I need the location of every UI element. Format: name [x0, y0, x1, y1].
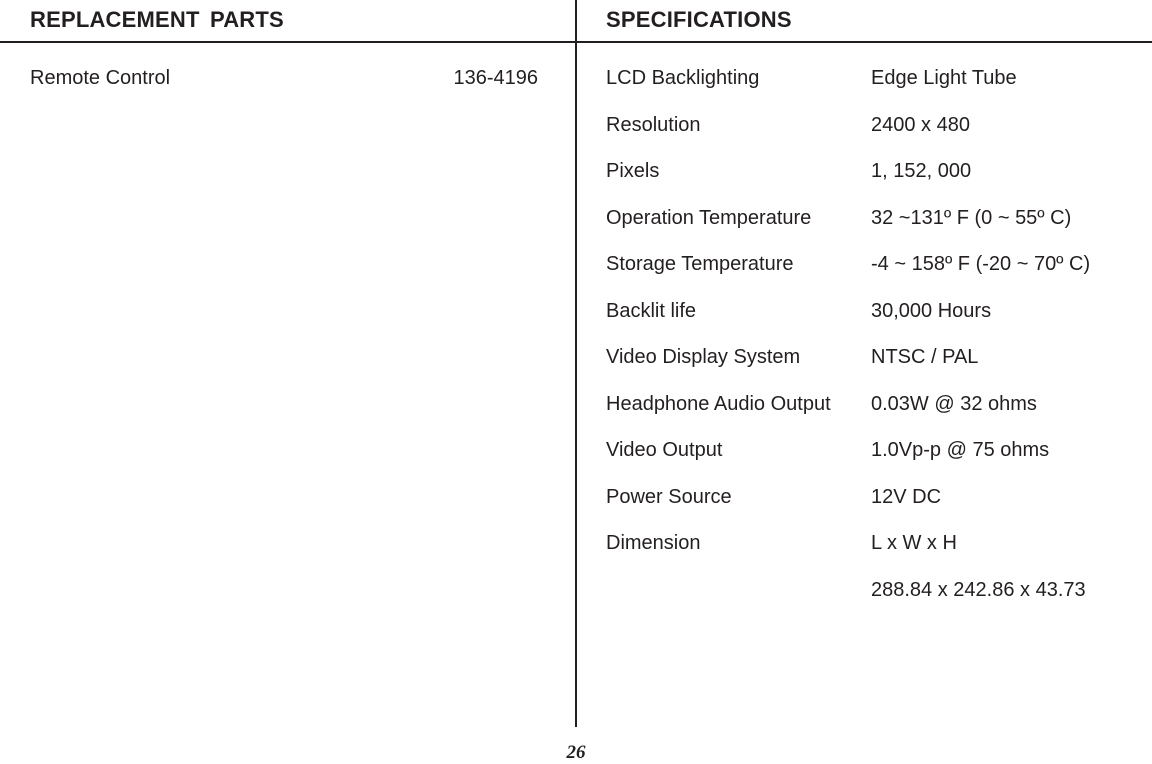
spec-label: Headphone Audio Output [606, 392, 831, 415]
spec-value: 12V DC [871, 485, 942, 508]
spec-row-lcd-backlighting [606, 67, 1146, 114]
spec-value: Edge Light Tube [871, 67, 1017, 89]
spec-value: 288.84 x 242.86 x 43.73 [871, 578, 1086, 601]
spec-row-video-display-system [606, 346, 1146, 393]
spec-label: Resolution [606, 113, 701, 136]
spec-row-backlit-life [606, 300, 1146, 347]
spec-value: 30,000 Hours [871, 299, 992, 322]
spec-value: 0.03W @ 32 ohms [871, 392, 1037, 415]
column-divider [575, 0, 577, 727]
spec-label: LCD Backlighting [606, 67, 760, 89]
spec-label: Backlit life [606, 299, 697, 322]
replacement-part-number: 136-4196 [453, 67, 538, 89]
spec-label: Video Output [606, 439, 723, 461]
page-number: 26 [566, 742, 586, 763]
replacement-parts-heading: REPLACEMENT PARTS [30, 7, 284, 32]
spec-label: Operation Temperature [606, 206, 812, 229]
spec-label: Video Display System [606, 346, 801, 368]
spec-label: Pixels [606, 160, 660, 182]
spec-label: Storage Temperature [606, 253, 794, 275]
spec-value: L x W x H [871, 532, 957, 554]
spec-row-resolution [606, 114, 1146, 161]
spec-row-storage-temperature [606, 253, 1146, 300]
spec-value: 2400 x 480 [871, 113, 970, 136]
spec-value: 1, 152, 000 [871, 160, 972, 182]
spec-row-pixels [606, 160, 1146, 207]
spec-row-operation-temperature [606, 207, 1146, 254]
spec-row-headphone-audio-output [606, 393, 1146, 440]
specifications-heading: SPECIFICATIONS [606, 7, 792, 32]
spec-row-dimension-values [606, 579, 1146, 626]
spec-row-power-source [606, 486, 1146, 533]
spec-value: NTSC / PAL [871, 346, 979, 368]
replacement-part-name: Remote Control [30, 67, 171, 89]
spec-value: -4 ~ 158º F (-20 ~ 70º C) [871, 253, 1091, 275]
spec-label: Dimension [606, 532, 701, 554]
spec-value: 1.0Vp-p @ 75 ohms [871, 439, 1050, 461]
spec-row-video-output [606, 439, 1146, 486]
specifications-table [606, 67, 1146, 625]
spec-row-dimension [606, 532, 1146, 579]
spec-value: 32 ~131º F (0 ~ 55º C) [871, 206, 1072, 229]
spec-label: Power Source [606, 485, 732, 508]
